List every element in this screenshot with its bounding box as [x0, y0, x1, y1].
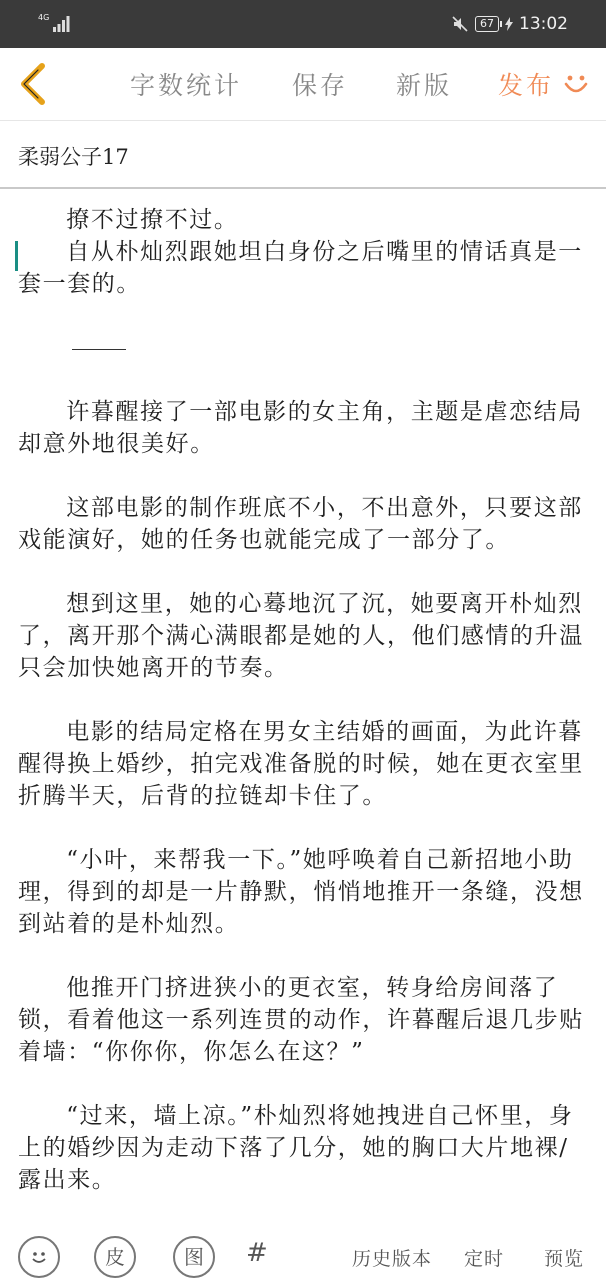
hashtag-button[interactable]: # [246, 1238, 268, 1268]
scene-divider [18, 332, 586, 364]
paragraph: “小叶，来帮我一下。”她呼唤着自己新招地小助理，得到的却是一片静默，悄悄地推开一条缝，没想到站着的是朴灿烈。 [18, 847, 584, 937]
status-bar [0, 0, 606, 48]
chapter-title[interactable]: 柔弱公子17 [18, 145, 129, 169]
new-version-button[interactable]: 新版 [396, 71, 453, 100]
editor-bottom-bar [0, 1228, 606, 1280]
paragraph: 撩不过撩不过。 [66, 207, 239, 233]
schedule-button[interactable]: 定时 [464, 1248, 505, 1270]
insert-image-button[interactable]: 图 [173, 1236, 215, 1278]
smile-icon[interactable] [562, 70, 590, 98]
editor-toolbar [0, 48, 606, 121]
word-count-button[interactable]: 字数统计 [130, 71, 243, 100]
publish-button[interactable]: 发布 [498, 71, 555, 100]
paragraph: 这部电影的制作班底不小，不出意外，只要这部戏能演好，她的任务也就能完成了一部分了。 [18, 495, 583, 553]
charging-icon [505, 17, 513, 31]
paragraph: 自从朴灿烈跟她坦白身份之后嘴里的情话真是一套一套的。 [18, 239, 583, 297]
battery-indicator: 67 [475, 16, 499, 32]
paragraph: “过来，墙上凉。”朴灿烈将她拽进自己怀里，身上的婚纱因为走动下落了几分，她的胸口大片地裸/露出来。 [18, 1103, 574, 1193]
clock: 13:02 [519, 14, 568, 34]
emoji-button[interactable] [18, 1236, 60, 1278]
chapter-title-row[interactable] [0, 121, 606, 189]
history-version-button[interactable]: 历史版本 [352, 1248, 433, 1270]
paragraph: 他推开门挤进狭小的更衣室，转身给房间落了锁，看着他这一系列连贯的动作，许暮醒后退几步贴着墙：“你你你，你怎么在这？” [18, 975, 584, 1065]
status-right [451, 13, 568, 35]
paragraph: 许暮醒接了一部电影的女主角，主题是虐恋结局却意外地很美好。 [18, 399, 583, 457]
mute-icon [451, 15, 469, 33]
chapter-body[interactable] [18, 204, 586, 1228]
paragraph: 想到这里，她的心蓦地沉了沉，她要离开朴灿烈了，离开那个满心满眼都是她的人，他们感情的升温只会加快她离开的节奏。 [18, 591, 584, 681]
preview-button[interactable]: 预览 [544, 1248, 585, 1270]
skin-button[interactable]: 皮 [94, 1236, 136, 1278]
paragraph: 电影的结局定格在男女主结婚的画面，为此许暮醒得换上婚纱，拍完戏准备脱的时候，她在更衣室里折腾半天，后背的拉链却卡住了。 [18, 719, 584, 809]
emoji-icon [28, 1246, 50, 1268]
chevron-left-icon[interactable] [14, 60, 54, 108]
save-button[interactable]: 保存 [292, 71, 349, 100]
signal-icon [52, 14, 70, 32]
network-type: 4G [38, 13, 50, 22]
